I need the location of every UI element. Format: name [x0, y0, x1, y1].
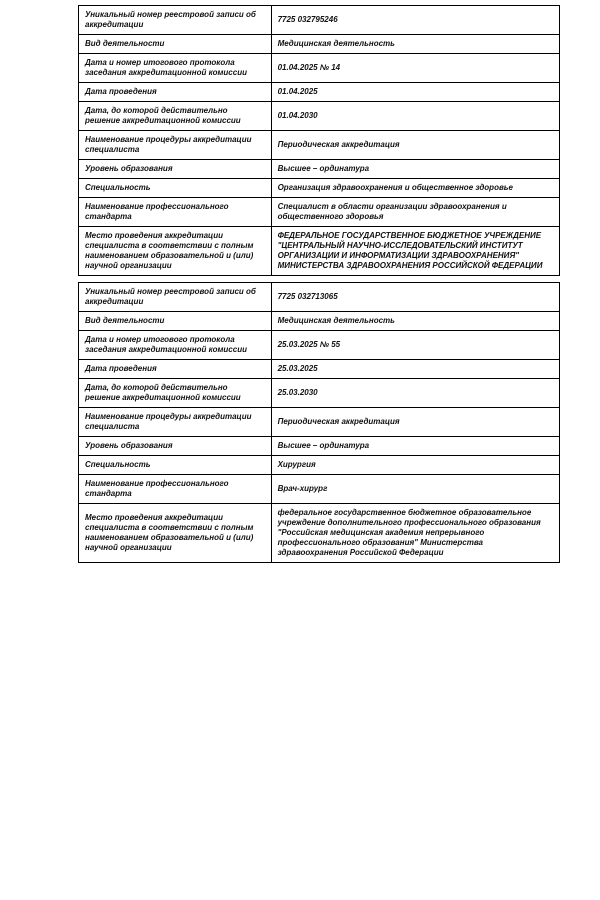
field-value: Организация здравоохранения и общественное здоровье	[271, 179, 559, 198]
field-label: Вид деятельности	[79, 312, 272, 331]
field-value: Периодическая аккредитация	[271, 131, 559, 160]
field-value: 01.04.2025 № 14	[271, 54, 559, 83]
accreditation-document	[78, 5, 560, 563]
table-row	[79, 179, 560, 198]
table-row	[79, 54, 560, 83]
field-label: Наименование процедуры аккредитации специалиста	[79, 408, 272, 437]
field-value: Медицинская деятельность	[271, 312, 559, 331]
field-value: 25.03.2030	[271, 379, 559, 408]
table-row	[79, 408, 560, 437]
field-value: 25.03.2025 № 55	[271, 331, 559, 360]
field-label: Наименование процедуры аккредитации специалиста	[79, 131, 272, 160]
accreditation-record-table-1	[78, 5, 560, 276]
field-value: Высшее – ординатура	[271, 437, 559, 456]
field-value: 7725 032713065	[271, 283, 559, 312]
field-value: Хирургия	[271, 456, 559, 475]
field-label: Дата, до которой действительно решение аккредитационной комиссии	[79, 102, 272, 131]
field-value: ФЕДЕРАЛЬНОЕ ГОСУДАРСТВЕННОЕ БЮДЖЕТНОЕ УЧРЕЖДЕНИЕ "ЦЕНТРАЛЬНЫЙ НАУЧНО-ИССЛЕДОВАТЕЛЬСКИЙ ИНСТИТУТ ОРГАНИЗАЦИИ И ИНФОРМАТИЗАЦИИ ЗДРАВООХРАНЕНИЯ" МИНИСТЕРСТВА ЗДРАВООХРАНЕНИЯ РОССИЙСКОЙ ФЕДЕРАЦИИ	[271, 227, 559, 276]
table-row	[79, 456, 560, 475]
field-label: Вид деятельности	[79, 35, 272, 54]
table-row	[79, 35, 560, 54]
field-value: 01.04.2025	[271, 83, 559, 102]
field-label: Специальность	[79, 179, 272, 198]
field-label: Специальность	[79, 456, 272, 475]
field-value: Медицинская деятельность	[271, 35, 559, 54]
field-value: Высшее – ординатура	[271, 160, 559, 179]
field-label: Место проведения аккредитации специалиста в соответствии с полным наименованием образовательной и (или) научной организации	[79, 227, 272, 276]
field-label: Дата проведения	[79, 83, 272, 102]
field-value: федеральное государственное бюджетное образовательное учреждение дополнительного профессионального образования "Российская медицинская академия непрерывного профессионального образования" Министерства здравоохранения Российской Федерации	[271, 504, 559, 563]
accreditation-record-table-2	[78, 282, 560, 563]
field-label: Место проведения аккредитации специалиста в соответствии с полным наименованием образовательной и (или) научной организации	[79, 504, 272, 563]
field-label: Уникальный номер реестровой записи об аккредитации	[79, 283, 272, 312]
field-value: 7725 032795246	[271, 6, 559, 35]
table-row	[79, 83, 560, 102]
table-row	[79, 312, 560, 331]
table-row	[79, 475, 560, 504]
field-label: Дата и номер итогового протокола заседания аккредитационной комиссии	[79, 54, 272, 83]
table-row	[79, 198, 560, 227]
table-row	[79, 6, 560, 35]
table-row	[79, 131, 560, 160]
field-label: Дата и номер итогового протокола заседания аккредитационной комиссии	[79, 331, 272, 360]
field-label: Наименование профессионального стандарта	[79, 475, 272, 504]
field-label: Уровень образования	[79, 437, 272, 456]
field-label: Уровень образования	[79, 160, 272, 179]
table-row	[79, 360, 560, 379]
field-label: Дата, до которой действительно решение аккредитационной комиссии	[79, 379, 272, 408]
field-value: Периодическая аккредитация	[271, 408, 559, 437]
field-label: Наименование профессионального стандарта	[79, 198, 272, 227]
field-label: Дата проведения	[79, 360, 272, 379]
table-row	[79, 102, 560, 131]
field-value: 25.03.2025	[271, 360, 559, 379]
table-row	[79, 331, 560, 360]
table-row	[79, 283, 560, 312]
field-value: 01.04.2030	[271, 102, 559, 131]
table-row	[79, 504, 560, 563]
table-row	[79, 437, 560, 456]
table-row	[79, 379, 560, 408]
table-row	[79, 160, 560, 179]
field-label: Уникальный номер реестровой записи об аккредитации	[79, 6, 272, 35]
table-row	[79, 227, 560, 276]
field-value: Специалист в области организации здравоохранения и общественного здоровья	[271, 198, 559, 227]
field-value: Врач-хирург	[271, 475, 559, 504]
